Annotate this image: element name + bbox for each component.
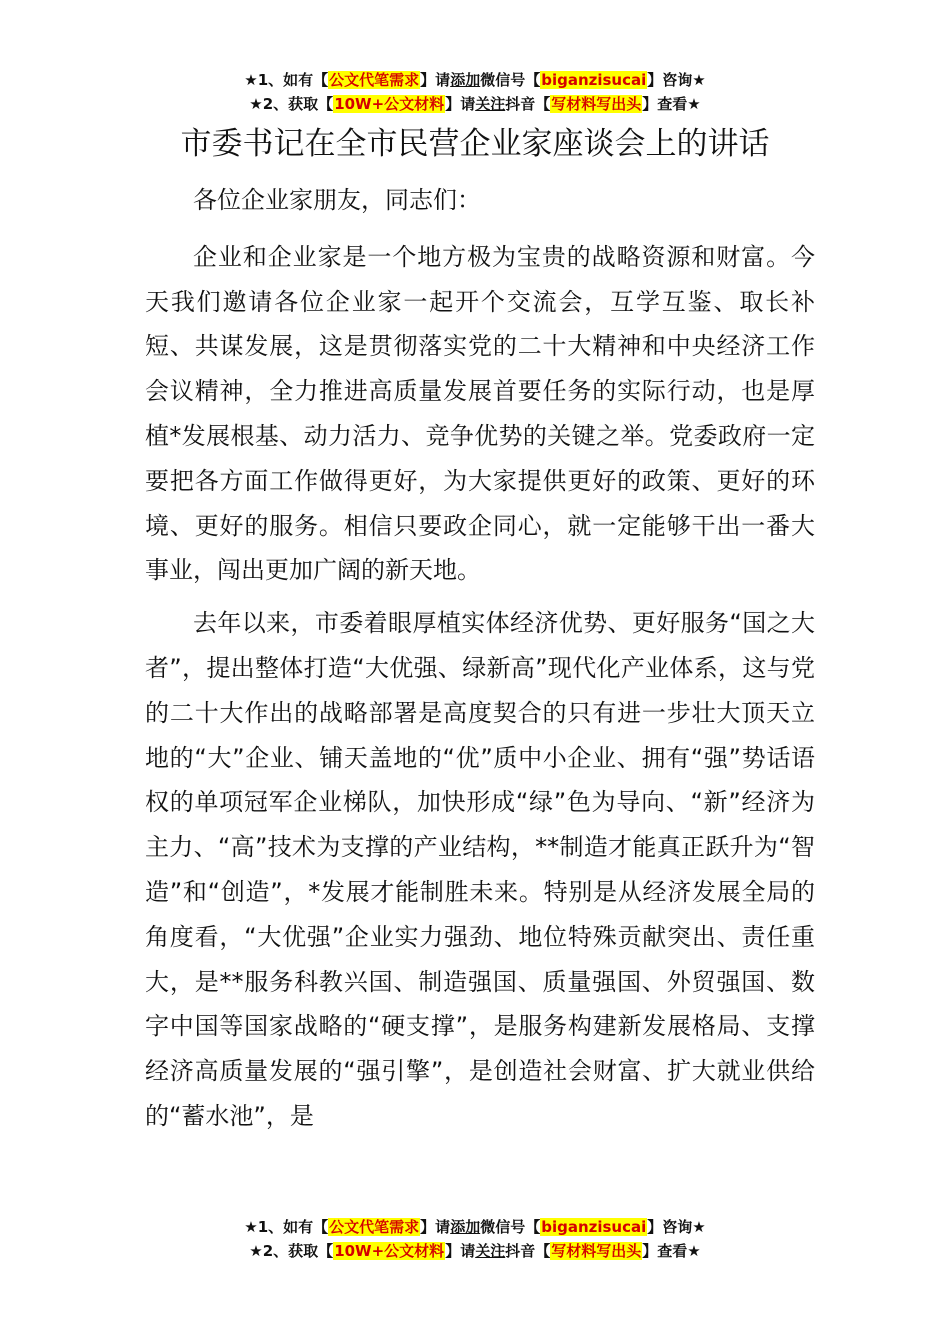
star-icon: ★	[244, 71, 258, 89]
promo-banner-top	[0, 68, 950, 116]
salutation: 各位企业家朋友，同志们：	[193, 186, 481, 214]
highlight-douyin: 写材料写出头	[551, 1242, 642, 1260]
paragraph-2: 去年以来，市委着眼厚植实体经济优势、更好服务“国之大者”，提出整体打造“大优强、绿新高”现代化产业体系，这与党的二十大作出的战略部署是高度契合的只有进一步壮大顶天立地的“大”企业、铺天盖地的“优”质中小企业、拥有“强”势话语权的单项冠军企业梯队，加快形成“绿”色为导向、“新”经济为主力、“高”技术为支撑的产业结构，**制造才能真正跃升为“智造”和“创造”，*发展才能制胜未来。特别是从经济发展全局的角度看，“大优强”企业实力强劲、地位特殊贡献突出、责任重大，是**服务科教兴国、制造强国、质量强国、外贸强国、数字中国等国家战略的“硬支撑”，是服务构建新发展格局、支撑经济高质量发展的“强引擎”，是创造社会财富、扩大就业供给的“蓄水池”，是	[145, 609, 815, 1130]
promo-line-2: ★2、获取【10W+公文材料】请关注抖音【写材料写出头】查看★	[249, 1242, 701, 1260]
star-icon: ★	[244, 1218, 258, 1236]
highlight-service: 公文代笔需求	[329, 1218, 420, 1236]
highlight-service: 公文代笔需求	[329, 71, 420, 89]
highlight-douyin: 写材料写出头	[551, 95, 642, 113]
promo-line-1: ★1、如有【公文代笔需求】请添加微信号【biganzisucai】咨询★	[244, 1218, 706, 1236]
star-icon: ★	[249, 1242, 263, 1260]
highlight-materials: 10W+公文材料	[334, 95, 445, 113]
star-icon: ★	[249, 95, 263, 113]
promo-line-1: ★1、如有【公文代笔需求】请添加微信号【biganzisucai】咨询★	[244, 71, 706, 89]
document-body	[145, 178, 815, 1147]
promo-banner-bottom	[0, 1215, 950, 1263]
document-title: 市委书记在全市民营企业家座谈会上的讲话	[180, 126, 770, 162]
paragraph-1: 企业和企业家是一个地方极为宝贵的战略资源和财富。今天我们邀请各位企业家一起开个交流会，互学互鉴、取长补短、共谋发展，这是贯彻落实党的二十大精神和中央经济工作会议精神，全力推进高质量发展首要任务的实际行动，也是厚植*发展根基、动力活力、竞争优势的关键之举。党委政府一定要把各方面工作做得更好，为大家提供更好的政策、更好的环境、更好的服务。相信只要政企同心，就一定能够干出一番大事业，闯出更加广阔的新天地。	[145, 242, 815, 585]
highlight-wechat-id: biganzisucai	[541, 1218, 647, 1236]
highlight-wechat-id: biganzisucai	[541, 71, 647, 89]
promo-line-2: ★2、获取【10W+公文材料】请关注抖音【写材料写出头】查看★	[249, 95, 701, 113]
highlight-materials: 10W+公文材料	[334, 1242, 445, 1260]
